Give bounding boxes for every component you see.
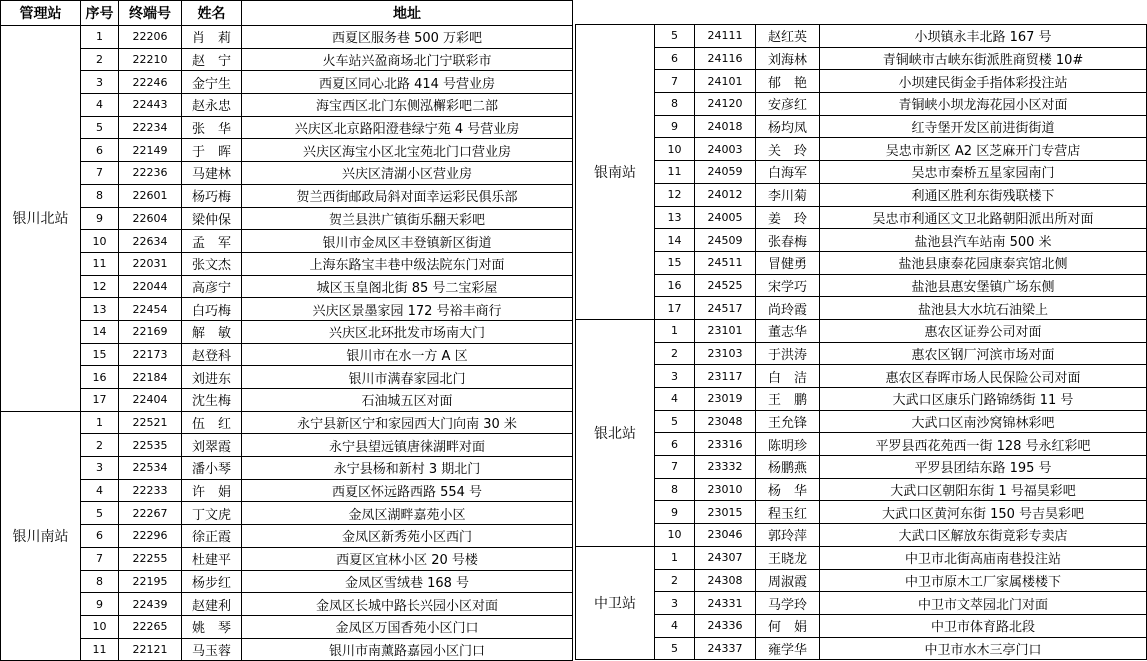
seq-cell: 8 (81, 184, 119, 207)
name-cell: 董志华 (756, 319, 820, 342)
terminal-cell: 22267 (119, 502, 182, 525)
name-cell: 伍 红 (182, 411, 242, 434)
name-cell: 陈明珍 (756, 433, 820, 456)
seq-cell: 10 (81, 615, 119, 638)
table-row (576, 297, 1147, 320)
header-terminal: 终端号 (119, 1, 182, 26)
address-cell: 吴忠市利通区文卫北路朝阳派出所对面 (820, 206, 1147, 229)
name-cell: 张春梅 (756, 229, 820, 252)
seq-cell: 3 (81, 457, 119, 480)
name-cell: 何 娟 (756, 614, 820, 637)
table-row (576, 251, 1147, 274)
seq-cell: 14 (81, 320, 119, 343)
seq-cell: 7 (655, 456, 695, 479)
address-cell: 中卫市文萃园北门对面 (820, 592, 1147, 615)
terminal-cell: 24116 (695, 47, 756, 70)
left-table-body (1, 26, 573, 661)
seq-cell: 7 (81, 162, 119, 185)
name-cell: 马玉蓉 (182, 638, 242, 661)
address-cell: 吴忠市秦桥五星家园南门 (820, 161, 1147, 184)
terminal-cell: 22443 (119, 94, 182, 117)
seq-cell: 4 (655, 388, 695, 411)
name-cell: 周淑霞 (756, 569, 820, 592)
name-cell: 张 华 (182, 116, 242, 139)
station-cell: 中卫站 (576, 546, 655, 659)
terminal-cell: 23048 (695, 410, 756, 433)
name-cell: 高彦宁 (182, 275, 242, 298)
name-cell: 于洪涛 (756, 342, 820, 365)
station-cell: 银川南站 (1, 411, 81, 661)
seq-cell: 10 (655, 138, 695, 161)
name-cell: 王 鹏 (756, 388, 820, 411)
address-cell: 西夏区怀远路西路 554 号 (242, 479, 573, 502)
seq-cell: 13 (81, 298, 119, 321)
address-cell: 盐池县惠安堡镇广场东侧 (820, 274, 1147, 297)
address-cell: 兴庆区景墨家园 172 号裕丰商行 (242, 298, 573, 321)
seq-cell: 1 (81, 26, 119, 49)
name-cell: 解 敏 (182, 320, 242, 343)
address-cell: 西夏区宜林小区 20 号楼 (242, 547, 573, 570)
address-cell: 小坝建民街金手指体彩投注站 (820, 70, 1147, 93)
terminal-cell: 22121 (119, 638, 182, 661)
table-row (1, 26, 573, 49)
address-cell: 大武口区南沙窝锦林彩吧 (820, 410, 1147, 433)
address-cell: 贺兰西街邮政局斜对面幸运彩民俱乐部 (242, 184, 573, 207)
name-cell: 王允锋 (756, 410, 820, 433)
terminal-cell: 23101 (695, 319, 756, 342)
table-row (1, 593, 573, 616)
address-cell: 永宁县新区宁和家园西大门向南 30 米 (242, 411, 573, 434)
table-row (576, 47, 1147, 70)
table-row (1, 320, 573, 343)
terminal-cell: 23019 (695, 388, 756, 411)
terminal-cell: 23332 (695, 456, 756, 479)
terminal-cell: 22535 (119, 434, 182, 457)
name-cell: 姜 玲 (756, 206, 820, 229)
address-cell: 小坝镇永丰北路 167 号 (820, 25, 1147, 48)
table-row (576, 433, 1147, 456)
table-row (576, 70, 1147, 93)
name-cell: 杨巧梅 (182, 184, 242, 207)
terminal-cell: 22234 (119, 116, 182, 139)
address-cell: 西夏区服务巷 500 万彩吧 (242, 26, 573, 49)
seq-cell: 2 (81, 434, 119, 457)
terminal-cell: 22236 (119, 162, 182, 185)
name-cell: 白 洁 (756, 365, 820, 388)
seq-cell: 17 (81, 389, 119, 412)
address-cell: 兴庆区北京路阳澄巷绿宁苑 4 号营业房 (242, 116, 573, 139)
name-cell: 安彦红 (756, 93, 820, 116)
table-row (576, 229, 1147, 252)
address-cell: 石油城五区对面 (242, 389, 573, 412)
name-cell: 赵建利 (182, 593, 242, 616)
address-cell: 金凤区长城中路长兴园小区对面 (242, 593, 573, 616)
terminal-cell: 22634 (119, 230, 182, 253)
name-cell: 金宁生 (182, 71, 242, 94)
name-cell: 沈生梅 (182, 389, 242, 412)
terminal-cell: 23010 (695, 478, 756, 501)
address-cell: 中卫市体育路北段 (820, 614, 1147, 637)
seq-cell: 2 (81, 48, 119, 71)
terminal-cell: 23103 (695, 342, 756, 365)
table-row (1, 457, 573, 480)
table-row (576, 319, 1147, 342)
terminal-cell: 24307 (695, 546, 756, 569)
address-cell: 盐池县康泰花园康泰宾馆北侧 (820, 251, 1147, 274)
seq-cell: 4 (81, 94, 119, 117)
table-row (1, 343, 573, 366)
address-cell: 永宁县杨和新村 3 期北门 (242, 457, 573, 480)
terminal-cell: 22255 (119, 547, 182, 570)
table-row (1, 162, 573, 185)
terminal-cell: 24511 (695, 251, 756, 274)
name-cell: 孟 军 (182, 230, 242, 253)
seq-cell: 1 (655, 319, 695, 342)
name-cell: 关 玲 (756, 138, 820, 161)
seq-cell: 7 (81, 547, 119, 570)
name-cell: 赵 宁 (182, 48, 242, 71)
name-cell: 王晓龙 (756, 546, 820, 569)
name-cell: 郭玲萍 (756, 524, 820, 547)
name-cell: 白巧梅 (182, 298, 242, 321)
table-row (1, 525, 573, 548)
name-cell: 郁 艳 (756, 70, 820, 93)
terminal-cell: 23117 (695, 365, 756, 388)
table-row (1, 298, 573, 321)
name-cell: 赵登科 (182, 343, 242, 366)
seq-cell: 5 (655, 410, 695, 433)
terminal-cell: 24101 (695, 70, 756, 93)
table-row (1, 366, 573, 389)
address-cell: 贺兰县洪广镇街乐翻天彩吧 (242, 207, 573, 230)
table-row (1, 570, 573, 593)
terminal-cell: 22534 (119, 457, 182, 480)
table-row (1, 230, 573, 253)
terminal-cell: 22173 (119, 343, 182, 366)
terminal-cell: 24059 (695, 161, 756, 184)
address-cell: 兴庆区海宝小区北宝苑北门口营业房 (242, 139, 573, 162)
name-cell: 杜建平 (182, 547, 242, 570)
table-row (576, 183, 1147, 206)
address-cell: 惠农区钢厂河滨市场对面 (820, 342, 1147, 365)
address-cell: 平罗县团结东路 195 号 (820, 456, 1147, 479)
name-cell: 冒健勇 (756, 251, 820, 274)
seq-cell: 8 (81, 570, 119, 593)
name-cell: 马学玲 (756, 592, 820, 615)
terminal-cell: 22439 (119, 593, 182, 616)
terminal-cell: 22246 (119, 71, 182, 94)
station-cell: 银南站 (576, 25, 655, 320)
seq-cell: 15 (655, 251, 695, 274)
seq-cell: 12 (655, 183, 695, 206)
address-cell: 西夏区同心北路 414 号营业房 (242, 71, 573, 94)
table-row (576, 274, 1147, 297)
address-cell: 金凤区新秀苑小区西门 (242, 525, 573, 548)
name-cell: 刘海林 (756, 47, 820, 70)
terminal-cell: 23015 (695, 501, 756, 524)
seq-cell: 8 (655, 478, 695, 501)
name-cell: 许 娟 (182, 479, 242, 502)
seq-cell: 10 (655, 524, 695, 547)
address-cell: 城区玉皇阁北街 85 号二宝彩屋 (242, 275, 573, 298)
name-cell: 杨均凤 (756, 115, 820, 138)
terminal-cell: 24336 (695, 614, 756, 637)
address-cell: 火车站兴盈商场北门宁联彩市 (242, 48, 573, 71)
address-cell: 金凤区万国香苑小区门口 (242, 615, 573, 638)
terminal-cell: 24111 (695, 25, 756, 48)
seq-cell: 17 (655, 297, 695, 320)
address-cell: 青铜峡小坝龙海花园小区对面 (820, 93, 1147, 116)
seq-cell: 16 (655, 274, 695, 297)
seq-cell: 2 (655, 342, 695, 365)
name-cell: 刘翠霞 (182, 434, 242, 457)
table-row (576, 138, 1147, 161)
table-row (576, 456, 1147, 479)
address-cell: 兴庆区清湖小区营业房 (242, 162, 573, 185)
seq-cell: 8 (655, 93, 695, 116)
right-table-body (576, 25, 1147, 660)
address-cell: 兴庆区北环批发市场南大门 (242, 320, 573, 343)
table-row (576, 388, 1147, 411)
address-cell: 青铜峡市古峡东街派胜商贸楼 10# (820, 47, 1147, 70)
terminal-cell: 24018 (695, 115, 756, 138)
table-row (1, 434, 573, 457)
table-row (1, 207, 573, 230)
name-cell: 杨鹏燕 (756, 456, 820, 479)
address-cell: 银川市金凤区丰登镇新区街道 (242, 230, 573, 253)
table-row (576, 365, 1147, 388)
table-row (1, 48, 573, 71)
name-cell: 马建林 (182, 162, 242, 185)
name-cell: 李川菊 (756, 183, 820, 206)
seq-cell: 2 (655, 569, 695, 592)
terminal-cell: 22404 (119, 389, 182, 412)
seq-cell: 6 (655, 47, 695, 70)
terminal-cell: 23316 (695, 433, 756, 456)
seq-cell: 9 (655, 115, 695, 138)
seq-cell: 11 (81, 252, 119, 275)
name-cell: 白海军 (756, 161, 820, 184)
seq-cell: 3 (81, 71, 119, 94)
terminal-cell: 24003 (695, 138, 756, 161)
table-row (576, 569, 1147, 592)
terminal-cell: 22184 (119, 366, 182, 389)
address-cell: 大武口区黄河东街 150 号吉昊彩吧 (820, 501, 1147, 524)
table-row (1, 139, 573, 162)
address-cell: 海宝西区北门东侧泓檞彩吧二部 (242, 94, 573, 117)
table-row (1, 547, 573, 570)
terminal-cell: 24012 (695, 183, 756, 206)
terminal-cell: 24331 (695, 592, 756, 615)
seq-cell: 3 (655, 592, 695, 615)
header-row (1, 1, 573, 26)
address-cell: 惠农区春晖市场人民保险公司对面 (820, 365, 1147, 388)
seq-cell: 5 (81, 116, 119, 139)
name-cell: 刘进东 (182, 366, 242, 389)
address-cell: 银川市南薰路嘉园小区门口 (242, 638, 573, 661)
address-cell: 吴忠市新区 A2 区芝麻开门专营店 (820, 138, 1147, 161)
terminal-cell: 22044 (119, 275, 182, 298)
table-row (576, 637, 1147, 660)
table-row (576, 342, 1147, 365)
seq-cell: 6 (81, 139, 119, 162)
terminal-cell: 22031 (119, 252, 182, 275)
address-cell: 银川市在水一方 A 区 (242, 343, 573, 366)
table-row (576, 115, 1147, 138)
terminal-cell: 23046 (695, 524, 756, 547)
name-cell: 姚 琴 (182, 615, 242, 638)
table-row (1, 615, 573, 638)
terminal-cell: 22521 (119, 411, 182, 434)
table-row (1, 411, 573, 434)
address-cell: 金凤区湖畔嘉苑小区 (242, 502, 573, 525)
seq-cell: 4 (655, 614, 695, 637)
table-row (576, 410, 1147, 433)
station-cell: 银北站 (576, 319, 655, 546)
seq-cell: 14 (655, 229, 695, 252)
seq-cell: 15 (81, 343, 119, 366)
name-cell: 赵红英 (756, 25, 820, 48)
seq-cell: 5 (81, 502, 119, 525)
seq-cell: 9 (81, 593, 119, 616)
terminal-cell: 24337 (695, 637, 756, 660)
station-cell: 银川北站 (1, 26, 81, 412)
table-row (576, 161, 1147, 184)
terminal-cell: 24517 (695, 297, 756, 320)
seq-cell: 9 (655, 501, 695, 524)
address-cell: 银川市满春家园北门 (242, 366, 573, 389)
table-row (576, 25, 1147, 48)
terminal-cell: 24005 (695, 206, 756, 229)
seq-cell: 1 (81, 411, 119, 434)
seq-cell: 4 (81, 479, 119, 502)
seq-cell: 5 (655, 25, 695, 48)
table-row (1, 502, 573, 525)
name-cell: 杨 华 (756, 478, 820, 501)
table-row (1, 275, 573, 298)
name-cell: 于 晖 (182, 139, 242, 162)
name-cell: 肖 莉 (182, 26, 242, 49)
header-seq: 序号 (81, 1, 119, 26)
table-row (1, 71, 573, 94)
terminal-cell: 24120 (695, 93, 756, 116)
table-row (576, 206, 1147, 229)
terminal-cell: 22169 (119, 320, 182, 343)
name-cell: 程玉红 (756, 501, 820, 524)
seq-cell: 5 (655, 637, 695, 660)
seq-cell: 13 (655, 206, 695, 229)
terminal-cell: 22296 (119, 525, 182, 548)
terminal-cell: 22604 (119, 207, 182, 230)
table-row (576, 501, 1147, 524)
address-cell: 红寺堡开发区前进街街道 (820, 115, 1147, 138)
address-cell: 上海东路宝丰巷中级法院东门对面 (242, 252, 573, 275)
terminal-cell: 22195 (119, 570, 182, 593)
table-row (1, 184, 573, 207)
table-row (1, 479, 573, 502)
terminal-cell: 24509 (695, 229, 756, 252)
header-station: 管理站 (1, 1, 81, 26)
name-cell: 张文杰 (182, 252, 242, 275)
terminal-cell: 22210 (119, 48, 182, 71)
name-cell: 雍学华 (756, 637, 820, 660)
seq-cell: 7 (655, 70, 695, 93)
table-row (576, 614, 1147, 637)
table-row (1, 116, 573, 139)
seq-cell: 9 (81, 207, 119, 230)
seq-cell: 3 (655, 365, 695, 388)
left-table (0, 0, 573, 661)
terminal-cell: 24525 (695, 274, 756, 297)
address-cell: 大武口区康乐门路锦绣街 11 号 (820, 388, 1147, 411)
seq-cell: 16 (81, 366, 119, 389)
seq-cell: 6 (655, 433, 695, 456)
address-cell: 利通区胜利东街残联楼下 (820, 183, 1147, 206)
table-row (576, 93, 1147, 116)
address-cell: 中卫市原木工厂家属楼楼下 (820, 569, 1147, 592)
terminal-cell: 22149 (119, 139, 182, 162)
seq-cell: 12 (81, 275, 119, 298)
address-cell: 中卫市水木三亭门口 (820, 637, 1147, 660)
terminal-cell: 22206 (119, 26, 182, 49)
table-row (576, 546, 1147, 569)
name-cell: 徐正霞 (182, 525, 242, 548)
table-row (1, 94, 573, 117)
seq-cell: 1 (655, 546, 695, 569)
right-table (575, 24, 1147, 660)
seq-cell: 11 (81, 638, 119, 661)
table-row (576, 524, 1147, 547)
table-row (1, 252, 573, 275)
address-cell: 惠农区证券公司对面 (820, 319, 1147, 342)
seq-cell: 10 (81, 230, 119, 253)
address-cell: 中卫市北街高庙南巷投注站 (820, 546, 1147, 569)
name-cell: 梁仲保 (182, 207, 242, 230)
address-cell: 大武口区解放东街竟彩专卖店 (820, 524, 1147, 547)
terminal-cell: 22265 (119, 615, 182, 638)
address-cell: 平罗县西花苑西一街 128 号永红彩吧 (820, 433, 1147, 456)
terminal-cell: 22233 (119, 479, 182, 502)
table-row (1, 638, 573, 661)
name-cell: 尚玲霞 (756, 297, 820, 320)
name-cell: 杨步红 (182, 570, 242, 593)
name-cell: 宋学巧 (756, 274, 820, 297)
seq-cell: 11 (655, 161, 695, 184)
seq-cell: 6 (81, 525, 119, 548)
name-cell: 潘小琴 (182, 457, 242, 480)
table-row (1, 389, 573, 412)
terminal-cell: 24308 (695, 569, 756, 592)
header-address: 地址 (242, 1, 573, 26)
table-row (576, 592, 1147, 615)
terminal-cell: 22454 (119, 298, 182, 321)
terminal-cell: 22601 (119, 184, 182, 207)
address-cell: 盐池县汽车站南 500 米 (820, 229, 1147, 252)
table-row (576, 478, 1147, 501)
address-cell: 永宁县望远镇唐徕湖畔对面 (242, 434, 573, 457)
header-name: 姓名 (182, 1, 242, 26)
address-cell: 盐池县大水坑石油梁上 (820, 297, 1147, 320)
address-cell: 金凤区雪绒巷 168 号 (242, 570, 573, 593)
name-cell: 丁文虎 (182, 502, 242, 525)
address-cell: 大武口区朝阳东街 1 号福昊彩吧 (820, 478, 1147, 501)
name-cell: 赵永忠 (182, 94, 242, 117)
